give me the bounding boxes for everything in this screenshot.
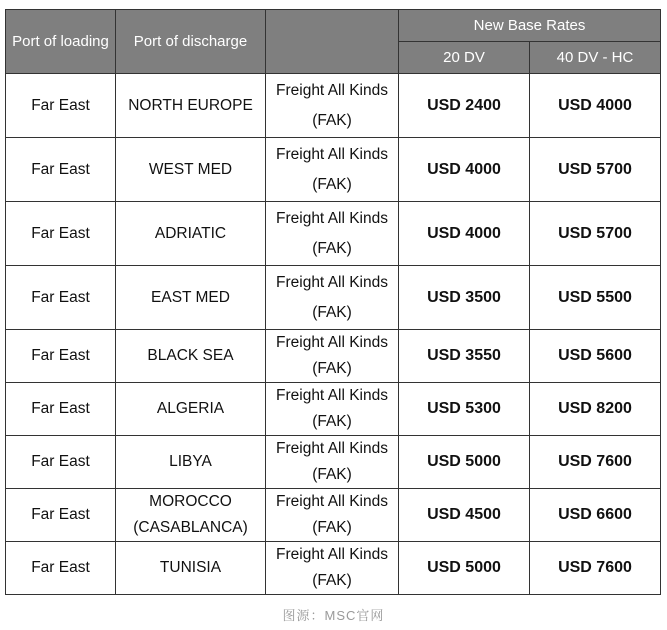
port-of-discharge-cell: ADRIATIC <box>116 202 266 266</box>
rates-table <box>5 9 661 595</box>
rate-20dv-cell: USD 2400 <box>399 74 530 138</box>
table-row <box>6 266 661 330</box>
header-port-of-loading: Port of loading <box>6 10 116 74</box>
port-of-discharge-cell: NORTH EUROPE <box>116 74 266 138</box>
rate-40dv-cell: USD 7600 <box>530 436 661 489</box>
port-of-loading-cell: Far East <box>6 542 116 595</box>
cargo-cell: Freight All Kinds (FAK) <box>266 138 399 202</box>
cargo-cell: Freight All Kinds (FAK) <box>266 383 399 436</box>
port-of-discharge-cell: LIBYA <box>116 436 266 489</box>
rate-20dv-cell: USD 4000 <box>399 202 530 266</box>
header-20-dv: 20 DV <box>399 42 530 74</box>
table-row <box>6 542 661 595</box>
cargo-cell: Freight All Kinds (FAK) <box>266 330 399 383</box>
table-row <box>6 383 661 436</box>
table-row <box>6 436 661 489</box>
port-of-discharge-cell: EAST MED <box>116 266 266 330</box>
cargo-cell: Freight All Kinds (FAK) <box>266 74 399 138</box>
header-40-dv-hc: 40 DV - HC <box>530 42 661 74</box>
rate-20dv-cell: USD 5300 <box>399 383 530 436</box>
table-header <box>6 10 661 74</box>
rate-40dv-cell: USD 5700 <box>530 138 661 202</box>
port-of-discharge-cell: MOROCCO (CASABLANCA) <box>116 489 266 542</box>
table-body <box>6 74 661 595</box>
port-of-loading-cell: Far East <box>6 138 116 202</box>
cargo-cell: Freight All Kinds (FAK) <box>266 489 399 542</box>
rate-40dv-cell: USD 8200 <box>530 383 661 436</box>
rate-40dv-cell: USD 4000 <box>530 74 661 138</box>
cargo-cell: Freight All Kinds (FAK) <box>266 202 399 266</box>
header-port-of-discharge: Port of discharge <box>116 10 266 74</box>
header-new-base-rates: New Base Rates <box>399 10 661 42</box>
rate-20dv-cell: USD 4500 <box>399 489 530 542</box>
port-of-loading-cell: Far East <box>6 202 116 266</box>
image-source-caption: 图源：MSC官网 <box>282 608 385 623</box>
rate-40dv-cell: USD 7600 <box>530 542 661 595</box>
table-row <box>6 74 661 138</box>
rate-20dv-cell: USD 5000 <box>399 542 530 595</box>
port-of-loading-cell: Far East <box>6 383 116 436</box>
cargo-cell: Freight All Kinds (FAK) <box>266 266 399 330</box>
table-row <box>6 330 661 383</box>
port-of-discharge-cell: TUNISIA <box>116 542 266 595</box>
cargo-cell: Freight All Kinds (FAK) <box>266 542 399 595</box>
port-of-discharge-cell: WEST MED <box>116 138 266 202</box>
rate-20dv-cell: USD 4000 <box>399 138 530 202</box>
port-of-loading-cell: Far East <box>6 489 116 542</box>
rate-40dv-cell: USD 5600 <box>530 330 661 383</box>
rate-20dv-cell: USD 5000 <box>399 436 530 489</box>
table-row <box>6 489 661 542</box>
cargo-cell: Freight All Kinds (FAK) <box>266 436 399 489</box>
port-of-loading-cell: Far East <box>6 266 116 330</box>
table-row <box>6 138 661 202</box>
rate-40dv-cell: USD 5700 <box>530 202 661 266</box>
rate-20dv-cell: USD 3550 <box>399 330 530 383</box>
rate-40dv-cell: USD 6600 <box>530 489 661 542</box>
port-of-loading-cell: Far East <box>6 74 116 138</box>
rate-20dv-cell: USD 3500 <box>399 266 530 330</box>
port-of-loading-cell: Far East <box>6 330 116 383</box>
table-row <box>6 202 661 266</box>
rate-40dv-cell: USD 5500 <box>530 266 661 330</box>
port-of-loading-cell: Far East <box>6 436 116 489</box>
header-cargo <box>266 10 399 74</box>
port-of-discharge-cell: BLACK SEA <box>116 330 266 383</box>
port-of-discharge-cell: ALGERIA <box>116 383 266 436</box>
